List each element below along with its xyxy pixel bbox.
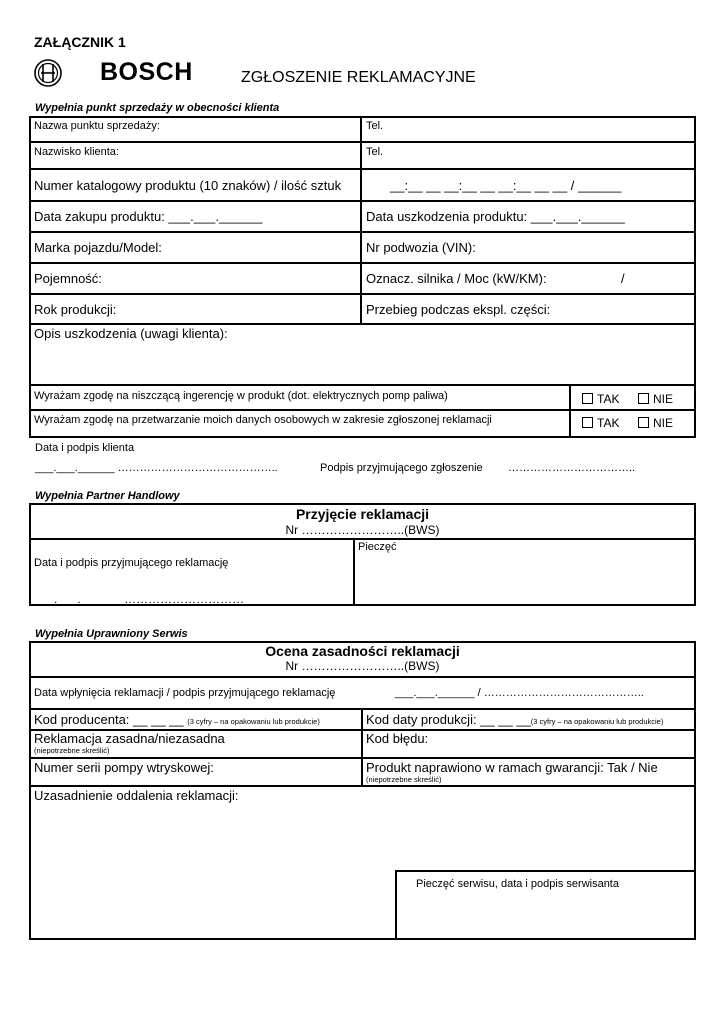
consent-destructive-label: Wyrażam zgodę na niszczącą ingerencję w produkt (dot. elektrycznych pomp paliwa) [34,390,448,402]
production-date-code-field[interactable]: Kod daty produkcji: __ __ __(3 cyfry – na opakowaniu lub produkcie) [366,712,664,727]
error-code-field[interactable]: Kod błędu: [366,731,429,746]
damage-description-field[interactable]: Opis uszkodzenia (uwagi klienta): [34,326,228,341]
acceptance-title: Przyjęcie reklamacji [295,506,430,522]
evaluation-number-field[interactable]: Nr ……………………..(BWS) [285,659,440,673]
damage-date-field[interactable]: Data uszkodzenia produktu: ___.___.______ [366,209,625,224]
producer-code-field[interactable]: Kod producenta: __ __ __ (3 cyfry – na opakowaniu lub produkcie) [34,712,320,727]
vehicle-model-field[interactable]: Marka pojazdu/Model: [34,240,162,255]
consent2-yes-checkbox[interactable]: TAK [582,416,619,430]
catalog-number-field[interactable]: __:__ __ __:__ __ __:__ __ __ / ______ [390,178,622,193]
checkbox-icon [582,417,593,428]
bosch-logo-icon [33,58,63,88]
client-sign-line[interactable]: ___.___.______ …………………………………….. [35,462,278,474]
acceptance-sign-line[interactable]: ___.___.______ ………………………… [34,592,245,606]
vin-field[interactable]: Nr podwozia (VIN): [366,240,476,255]
pump-serial-field[interactable]: Numer serii pompy wtryskowej: [34,760,214,775]
rejection-reason-field[interactable]: Uzasadnienie oddalenia reklamacji: [34,788,239,803]
checkbox-icon [638,393,649,404]
mileage-field[interactable]: Przebieg podczas ekspl. części: [366,302,551,317]
section3-heading: Wypełnia Uprawniony Serwis [35,628,188,640]
client-sign-label: Data i podpis klienta [35,442,135,454]
receiver-sign-line[interactable]: …………………………….. [508,462,636,474]
evaluation-title: Ocena zasadności reklamacji [265,643,460,659]
receipt-date-label: Data wpłynięcia reklamacji / podpis przyjmującego reklamację [34,687,336,699]
section1-heading: Wypełnia punkt sprzedaży w obecności klienta [35,102,280,114]
consent2-no-checkbox[interactable]: NIE [638,416,673,430]
consent-data-label: Wyrażam zgodę na przetwarzanie moich danych osobowych w zakresie zgłoszonej reklamacji [34,414,492,426]
section2-heading: Wypełnia Partner Handlowy [35,490,180,502]
consent1-yes-checkbox[interactable]: TAK [582,392,619,406]
tel-label-2: Tel. [366,146,384,158]
checkbox-icon [638,417,649,428]
capacity-field[interactable]: Pojemność: [34,271,102,286]
client-name-label: Nazwisko klienta: [34,146,119,158]
document-title: ZGŁOSZENIE REKLAMACYJNE [241,69,476,86]
acceptance-number-field[interactable]: Nr ……………………..(BWS) [285,523,440,537]
production-year-field[interactable]: Rok produkcji: [34,302,117,317]
consent1-no-checkbox[interactable]: NIE [638,392,673,406]
annex-label: ZAŁĄCZNIK 1 [34,34,126,50]
acceptance-date-sign-label: Data i podpis przyjmującego reklamację [34,557,229,569]
warranty-repair-field[interactable]: Produkt naprawiono w ramach gwarancji: Tak / Nie [366,760,658,775]
claim-justified-field[interactable]: Reklamacja zasadna/niezasadna [34,731,225,746]
strike-note-2: (niepotrzebne skreślić) [366,775,442,784]
brand-name: BOSCH [100,58,193,86]
receipt-date-line[interactable]: ___.___.______ / …………………………………….. [395,687,644,699]
service-stamp-field[interactable]: Pieczęć serwisu, data i podpis serwisanta [416,878,619,890]
catalog-number-label: Numer katalogowy produktu (10 znaków) / ilość sztuk [34,178,342,193]
strike-note-1: (niepotrzebne skreślić) [34,746,110,755]
purchase-date-field[interactable]: Data zakupu produktu: ___.___.______ [34,209,263,224]
stamp-label: Pieczęć [358,541,397,553]
checkbox-icon [582,393,593,404]
tel-label-1: Tel. [366,120,384,132]
point-name-label: Nazwa punktu sprzedaży: [34,120,160,132]
engine-power-slash: / [621,271,625,286]
receiver-sign-label: Podpis przyjmującego zgłoszenie [320,462,483,474]
engine-power-field[interactable]: Oznacz. silnika / Moc (kW/KM): [366,271,547,286]
